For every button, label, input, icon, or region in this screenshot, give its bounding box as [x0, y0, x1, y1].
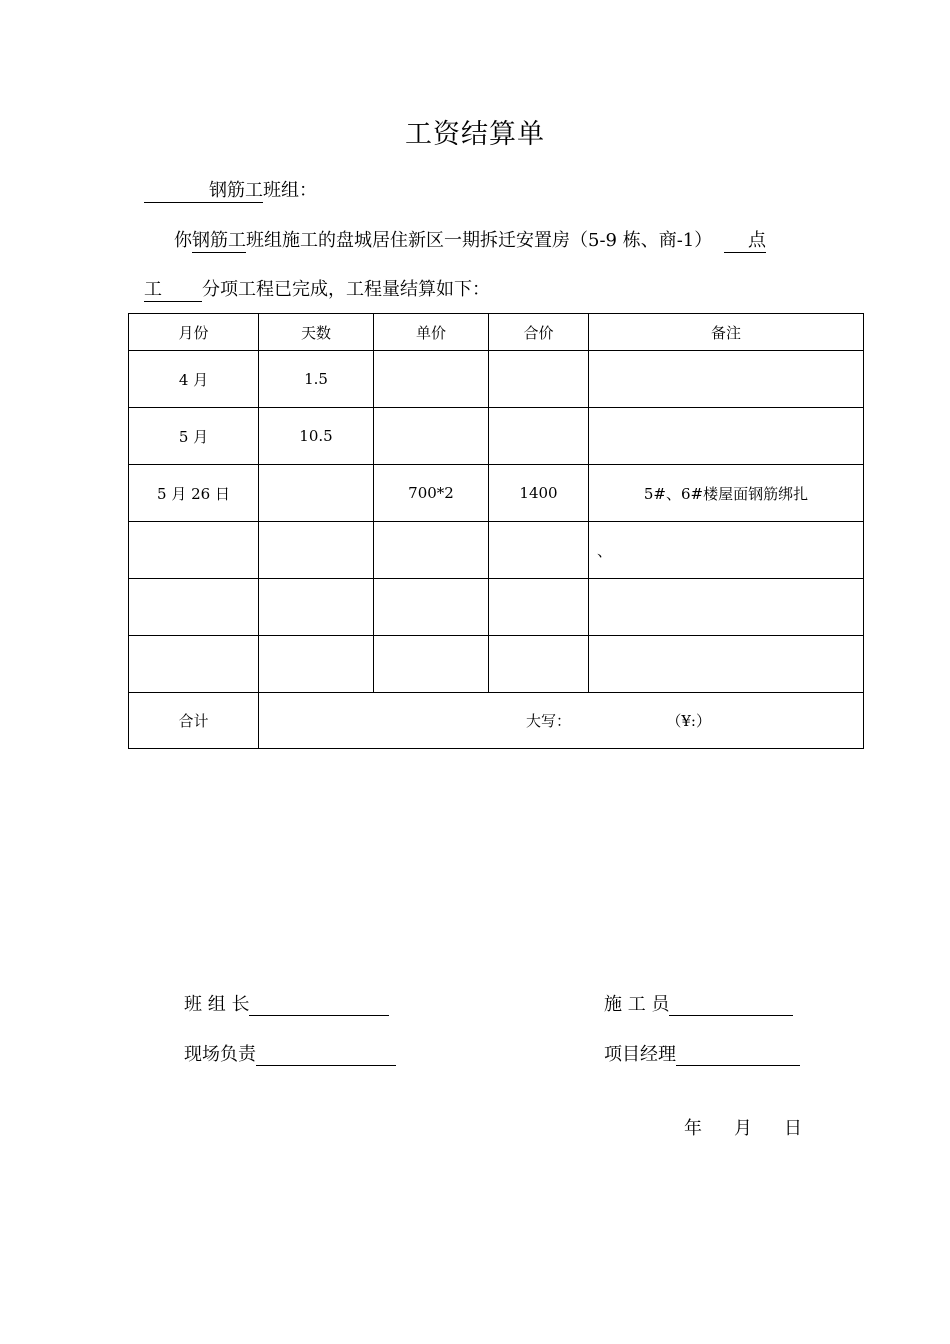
cell-days	[259, 636, 374, 693]
cell-total-price	[489, 522, 589, 579]
table-header-row	[129, 314, 864, 351]
worker-signature	[604, 990, 793, 1016]
cell-remarks	[589, 522, 864, 579]
cell-days	[259, 465, 374, 522]
project-manager-signature	[604, 1040, 800, 1066]
remark-mark: 、	[597, 541, 613, 560]
worker-line	[669, 997, 793, 1016]
cell-total-price	[489, 636, 589, 693]
intro-middle: 班组施工的盘城居住新区一期拆迁安置房（5-9 栋、商-1）	[246, 230, 713, 251]
date-year: 年	[684, 1118, 702, 1139]
total-amount-label: （¥:）	[666, 712, 711, 730]
cell-total-price	[489, 579, 589, 636]
cell-month: 5 月 26 日	[129, 465, 259, 522]
cell-remarks: 5#、6#楼屋面钢筋绑扎	[589, 465, 864, 522]
site-manager-signature	[184, 1040, 396, 1066]
cell-unit-price	[374, 636, 489, 693]
header-days: 天数	[259, 314, 374, 351]
cell-remarks	[589, 636, 864, 693]
cell-remarks	[589, 408, 864, 465]
cell-unit-price	[374, 579, 489, 636]
team-leader-line	[249, 997, 389, 1016]
document-title: 工资结算单	[405, 119, 545, 150]
date-line	[684, 1114, 802, 1140]
intro-suffix: 分项工程已完成，工程量结算如下：	[202, 279, 490, 300]
cell-total-price	[489, 408, 589, 465]
cell-month	[129, 636, 259, 693]
table-row	[129, 351, 864, 408]
cell-month: 4 月	[129, 351, 259, 408]
site-manager-label: 现场负责	[184, 1044, 256, 1065]
team-suffix: 班组：	[263, 180, 317, 201]
cell-days: 10.5	[259, 408, 374, 465]
intro-team: 钢筋工	[192, 230, 246, 251]
cell-remarks	[589, 579, 864, 636]
header-remarks: 备注	[589, 314, 864, 351]
table-row	[129, 408, 864, 465]
intro-work-part2: 工	[144, 279, 202, 302]
cell-days: 1.5	[259, 351, 374, 408]
worker-label: 施 工 员	[604, 994, 670, 1015]
intro-work-part1: 点	[724, 230, 766, 253]
settlement-table	[128, 313, 864, 749]
team-name: 钢筋工	[144, 180, 263, 203]
total-amount-cell	[259, 693, 864, 749]
table-total-row	[129, 693, 864, 749]
project-manager-label: 项目经理	[604, 1044, 676, 1065]
cell-total-price: 1400	[489, 465, 589, 522]
cell-unit-price	[374, 351, 489, 408]
table-row	[129, 579, 864, 636]
intro-line-1	[174, 226, 766, 253]
date-day: 日	[784, 1118, 802, 1139]
total-label: 合计	[129, 693, 259, 749]
project-manager-line	[676, 1047, 800, 1066]
date-month: 月	[734, 1118, 752, 1139]
header-total-price: 合价	[489, 314, 589, 351]
total-words-label: 大写：	[525, 712, 571, 730]
team-line	[144, 176, 317, 203]
intro-prefix: 你	[174, 230, 192, 251]
cell-days	[259, 522, 374, 579]
team-leader-label: 班 组 长	[184, 994, 250, 1015]
intro-line-2	[144, 275, 490, 302]
cell-remarks	[589, 351, 864, 408]
table-row	[129, 465, 864, 522]
cell-unit-price	[374, 522, 489, 579]
cell-unit-price: 700*2	[374, 465, 489, 522]
table-row	[129, 636, 864, 693]
cell-unit-price	[374, 408, 489, 465]
header-unit-price: 单价	[374, 314, 489, 351]
team-leader-signature	[184, 990, 389, 1016]
cell-month	[129, 579, 259, 636]
header-month: 月份	[129, 314, 259, 351]
cell-month: 5 月	[129, 408, 259, 465]
cell-days	[259, 579, 374, 636]
cell-total-price	[489, 351, 589, 408]
site-manager-line	[256, 1047, 396, 1066]
table-row	[129, 522, 864, 579]
cell-month	[129, 522, 259, 579]
